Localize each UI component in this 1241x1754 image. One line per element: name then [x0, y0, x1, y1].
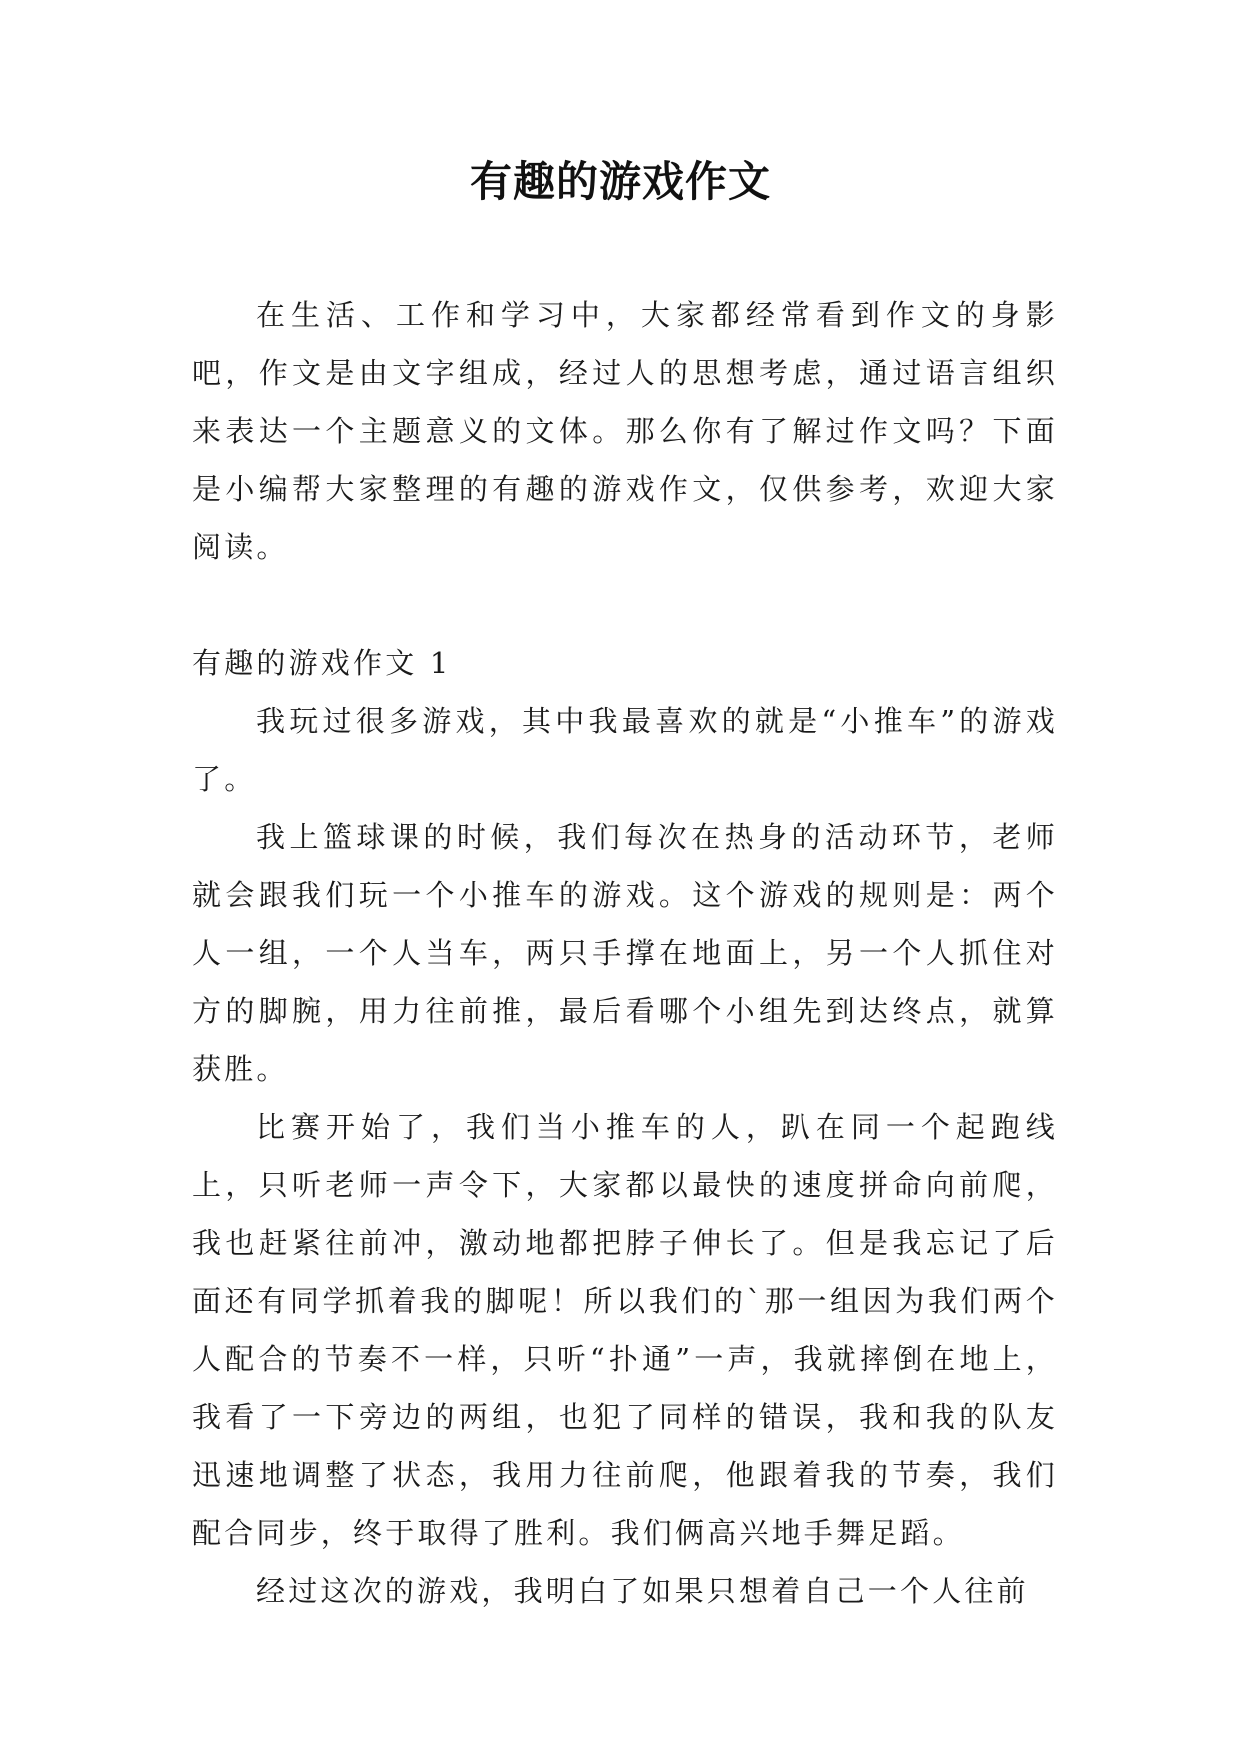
body-paragraph: 我上篮球课的时候，我们每次在热身的活动环节，老师就会跟我们玩一个小推车的游戏。这个游戏的规则是：两个人一组，一个人当车，两只手撑在地面上，另一个人抓住对方的脚腕，用力往前推，最后看哪个小组先到达终点，就算获胜。 [192, 820, 1058, 1086]
body-paragraph: 我玩过很多游戏，其中我最喜欢的就是“小推车”的游戏了。 [192, 704, 1058, 796]
body-paragraph: 经过这次的游戏，我明白了如果只想着自己一个人往前 [256, 1574, 1029, 1608]
document-title: 有趣的游戏作文 [469, 157, 771, 206]
section-heading: 有趣的游戏作文 1 [192, 646, 452, 680]
paragraph-spacer [192, 576, 1058, 634]
intro-paragraph: 在生活、工作和学习中，大家都经常看到作文的身影吧，作文是由文字组成，经过人的思想考虑，通过语言组织来表达一个主题意义的文体。那么你有了解过作文吗？下面是小编帮大家整理的有趣的游戏作文，仅供参考，欢迎大家阅读。 [192, 298, 1058, 564]
document-body [192, 286, 1058, 1620]
body-paragraph: 比赛开始了，我们当小推车的人，趴在同一个起跑线上，只听老师一声令下，大家都以最快的速度拼命向前爬，我也赶紧往前冲，激动地都把脖子伸长了。但是我忘记了后面还有同学抓着我的脚呢！所以我们的`那一组因为我们两个人配合的节奏不一样，只听“扑通”一声，我就摔倒在地上，我看了一下旁边的两组，也犯了同样的错误，我和我的队友迅速地调整了状态，我用力往前爬，他跟着我的节奏，我们配合同步，终于取得了胜利。我们俩高兴地手舞足蹈。 [192, 1110, 1058, 1550]
